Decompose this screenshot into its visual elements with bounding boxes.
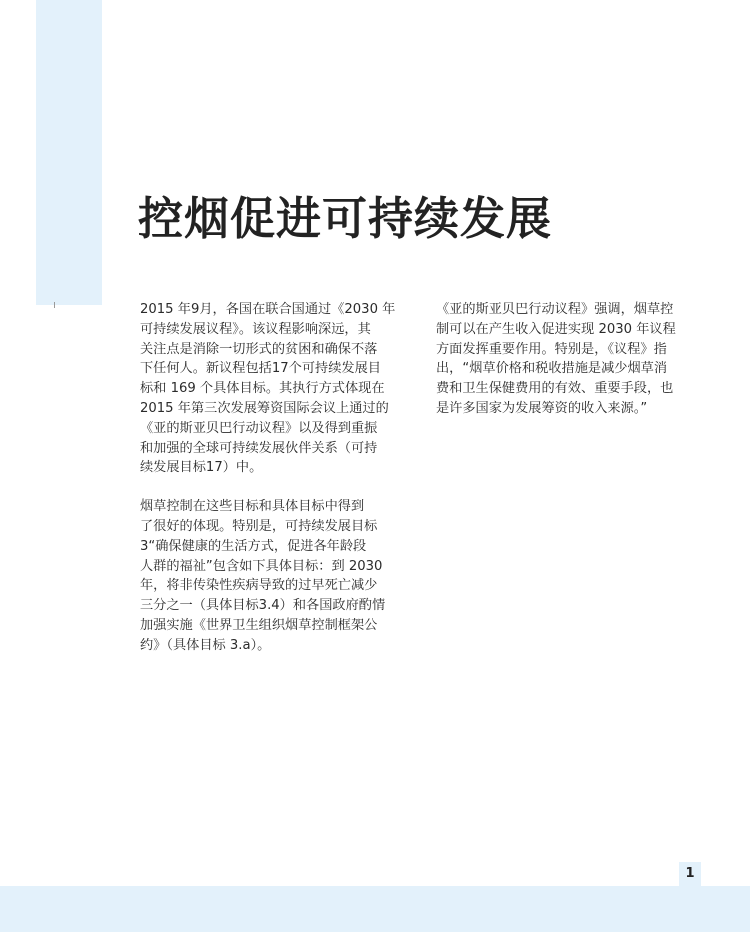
text-line: 年，将非传染性疾病导致的过早死亡减少 [140,578,378,594]
text-line: 2015 年9月，各国在联合国通过《2030 年 [140,302,396,317]
text-line: 标和 169 个具体目标。其执行方式体现在 [140,381,385,397]
text-line: 出，“烟草价格和税收措施是减少烟草消 [436,361,668,377]
text-line: 加强实施《世界卫生组织烟草控制框架公 [140,617,378,633]
page-number: 1 [679,862,701,886]
text-line: 了很好的体现。特别是，可持续发展目标 [140,518,378,534]
paragraph-sdg-agenda [140,300,402,478]
text-line: 费和卫生保健费用的有效、重要手段，也 [436,381,674,397]
margin-tick-mark [54,302,55,308]
text-line: 是许多国家为发展筹资的收入来源。” [436,400,648,416]
text-line: 关注点是消除一切形式的贫困和确保不落 [140,341,378,357]
text-line: 续发展目标17）中。 [140,460,263,476]
text-line: 2015 年第三次发展筹资国际会议上通过的 [140,400,389,416]
text-line: 制可以在产生收入促进实现 2030 年议程 [436,321,676,337]
paragraph-addis-ababa-agenda [436,300,698,419]
decorative-top-band [36,0,102,305]
text-line: 下任何人。新议程包括17个可持续发展目 [140,361,381,377]
text-line: 《亚的斯亚贝巴行动议程》以及得到重振 [140,420,378,436]
text-line: 烟草控制在这些目标和具体目标中得到 [140,499,365,515]
text-line: 三分之一（具体目标3.4）和各国政府酌情 [140,598,386,614]
text-line: 约》（具体目标 3.a）。 [140,637,271,653]
text-line: 3“确保健康的生活方式，促进各年龄段 [140,538,367,554]
page-title: 控烟促进可持续发展 [138,192,553,245]
paragraph-tobacco-control-targets [140,497,402,655]
text-line: 方面发挥重要作用。特别是，《议程》指 [436,341,667,357]
right-column [436,300,698,419]
left-column [140,300,402,656]
text-line: 《亚的斯亚贝巴行动议程》强调，烟草控 [436,302,674,317]
decorative-bottom-band [0,886,750,932]
text-line: 和加强的全球可持续发展伙伴关系（可持 [140,440,378,456]
text-line: 可持续发展议程》。该议程影响深远，其 [140,321,371,337]
text-line: 人群的福祉”包含如下具体目标：到 2030 [140,558,383,574]
